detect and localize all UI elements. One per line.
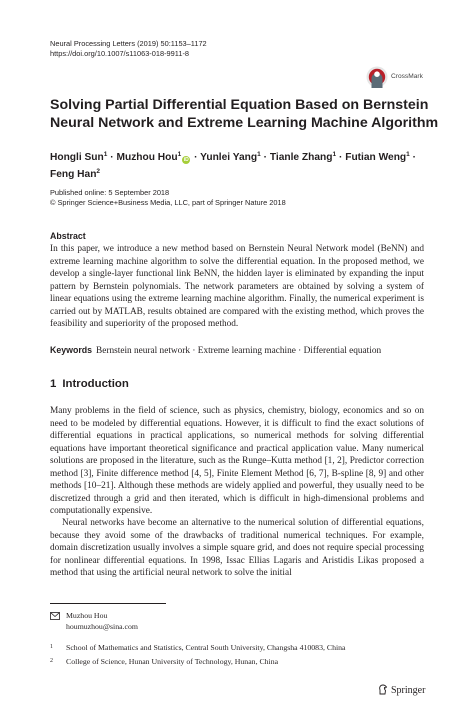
author-separator: · — [338, 152, 343, 163]
author-affiliation-marker: 2 — [96, 168, 101, 175]
mail-icon — [50, 612, 60, 624]
intro-paragraph-1: Many problems in the field of science, such as physics, chemistry, biology, economics and so on need to be modeled by differential equations. However, it is difficult to find the exact solutions of differential equations in practical applications, so numerical methods for solving differential equations have important theoretical significance and practical application value. Many numerical solutions are proposed in the literature, such as the Runge–Kutta method [1, 2], Predictor correction method [3], Finite difference method [4, 5], Finite Element Method [6, 7], B-spline [8, 9] and other methods [10–21]. Although these methods are widely applied and powerful, they usually need to be discretized through a grid and then iterated, which is difficult in high-dimensional problems and computationally expensive. — [50, 406, 424, 516]
author-name: Futian Weng — [345, 152, 407, 163]
footnote-divider — [50, 603, 166, 604]
crossmark-badge[interactable] — [366, 66, 426, 92]
keywords — [50, 345, 440, 356]
affiliation-1-number: 1 — [50, 644, 53, 650]
author-separator: · — [263, 152, 267, 163]
author-name: Hongli Sun — [50, 152, 104, 163]
author-affiliation-marker: 1 — [177, 151, 182, 158]
keywords-label: Keywords — [50, 345, 93, 355]
author-affiliation-marker: 1 — [257, 151, 261, 158]
author-affiliation-marker: 1 — [406, 151, 410, 158]
affiliation-2-number: 2 — [50, 658, 53, 664]
published-date: Published online: 5 September 2018 — [50, 188, 170, 197]
copyright-notice: © Springer Science+Business Media, LLC, part of Springer Nature 2018 — [50, 198, 286, 207]
section-title: Introduction — [62, 378, 129, 390]
orcid-icon[interactable]: iD — [183, 157, 189, 163]
author-affiliation-marker: 1 — [332, 151, 337, 158]
author-name: Muzhou Hou — [116, 152, 178, 163]
section-heading — [50, 378, 129, 390]
author-list — [50, 148, 440, 182]
springer-logo — [378, 684, 425, 696]
publisher-name: Springer — [391, 685, 426, 696]
author-separator: · — [110, 152, 114, 163]
abstract-text: In this paper, we introduce a new method based on Bernstein Neural Network model (BeNN) and extreme learning machine algorithm to solve the differential equation. In the proposed method, we develop a single-layer functional link BeNN, the hidden layer is eliminated by expanding the input pattern by Bernstein polynomials. The network parameters are obtained by solving a system of linear equations using the extreme learning machine algorithm. Finally, the numerical experiment is carried out by MATLAB, results obtained are compared with the existing method, which proves the feasibility and superiority of the proposed method. — [50, 244, 424, 329]
journal-citation: Neural Processing Letters (2019) 50:1153–1172 — [50, 39, 207, 48]
publication-info — [50, 188, 286, 208]
springer-horse-icon — [378, 684, 388, 695]
corresponding-email[interactable]: houmuzhou@sina.com — [66, 621, 138, 631]
affiliation-1: School of Mathematics and Statistics, Central South University, Changsha 410083, China — [66, 643, 346, 652]
corresponding-author — [66, 611, 138, 632]
author-separator: · — [412, 152, 417, 163]
intro-paragraph-2: Neural networks have become an alternative to the numerical solution of differential equations, because they avoid some of the drawbacks of traditional numerical techniques. For example, domain discretization usually involves a simple square grid, and does not require special processing for nonlinear differential equations. In 1998, Issac Ellias Lagaris and Aristidis Likas proposed a method that using the artificial neural network to solve the initial — [50, 518, 424, 578]
keywords-text: Bernstein neural network · Extreme learning machine · Differential equation — [96, 346, 382, 356]
doi-link[interactable]: https://doi.org/10.1007/s11063-018-9911-8 — [50, 49, 190, 58]
author-name: Feng Han — [50, 169, 97, 180]
affiliation-2: College of Science, Hunan University of Technology, Hunan, China — [66, 657, 279, 666]
author-name: Tianle Zhang — [269, 152, 333, 163]
crossmark-icon — [366, 66, 388, 88]
author-name: Yunlei Yang — [200, 152, 258, 163]
author-separator: · — [194, 152, 198, 163]
crossmark-label: CrossMark — [391, 73, 423, 80]
section-number: 1 — [50, 378, 57, 390]
paper-title: Solving Partial Differential Equation Based on Bernstein Neural Network and Extreme Learning Machine Algorithm — [50, 97, 439, 131]
corresponding-name: Muzhou Hou — [66, 611, 108, 620]
abstract-heading: Abstract — [50, 231, 86, 241]
author-affiliation-marker: 1 — [103, 151, 108, 158]
